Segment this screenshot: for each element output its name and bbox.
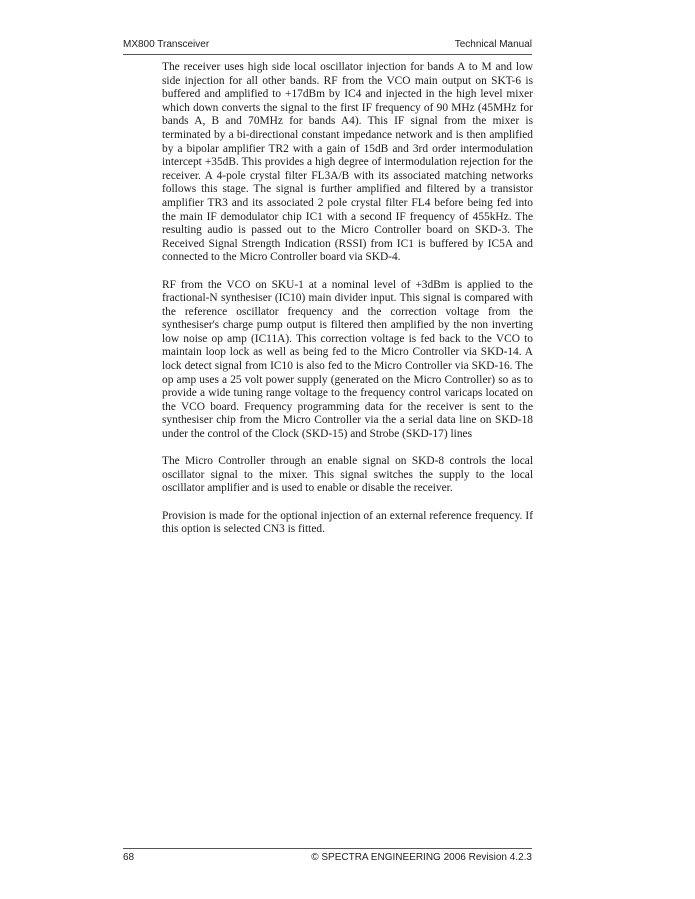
footer-page-number: 68 [123, 852, 135, 863]
paragraph-synthesiser: RF from the VCO on SKU-1 at a nominal level of +3dBm is applied to the fractional-N synthesiser (IC10) main divider input. This signal is compared with the reference oscillator frequency and the correction voltage from the synthesiser's charge pump output is filtered then amplified by the non inverting low noise op amp (IC11A). This correction voltage is fed back to the VCO to maintain loop lock as well as being fed to the Micro Controller via SKD-14. A lock detect signal from IC10 is also fed to the Micro Controller via SKD-16. The op amp uses a 25 volt power supply (generated on the Micro Controller) so as to provide a wide tuning range voltage to the frequency control varicaps located on the VCO board. Frequency programming data for the receiver is sent to the synthesiser chip from the Micro Controller via the a serial data line on SKD-18 under the control of the Clock (SKD-15) and Strobe (SKD-17) lines [162, 278, 533, 441]
paragraph-enable-signal: The Micro Controller through an enable signal on SKD-8 controls the local oscillator signal to the mixer. This signal switches the supply to the local oscillator amplifier and is used to enable or disable the receiver. [162, 455, 533, 495]
page-body [162, 61, 533, 550]
footer-copyright: © SPECTRA ENGINEERING 2006 Revision 4.2.3 [311, 852, 532, 863]
header-manual-type: Technical Manual [454, 39, 532, 50]
page-footer [123, 848, 532, 865]
paragraph-external-reference: Provision is made for the optional injection of an external reference frequency. If this option is selected CN3 is fitted. [162, 509, 533, 536]
page-header [123, 38, 532, 55]
header-document-title: MX800 Transceiver [123, 39, 210, 50]
paragraph-receiver-injection: The receiver uses high side local oscillator injection for bands A to M and low side injection for all other bands. RF from the VCO main output on SKT-6 is buffered and amplified to +17dBm by IC4 and injected in the high level mixer which down converts the signal to the first IF frequency of 90 MHz (45MHz for bands A, B and 70MHz for bands A4). This IF signal from the mixer is terminated by a bi-directional constant impedance network and is then amplified by a bipolar amplifier TR2 with a gain of 15dB and 3rd order intermodulation intercept +35dB. This provides a high degree of intermodulation rejection for the receiver. A 4-pole crystal filter FL3A/B with its associated matching networks follows this stage. The signal is further amplified and filtered by a transistor amplifier TR3 and its associated 2 pole crystal filter FL4 before being fed into the main IF demodulator chip IC1 with a second IF frequency of 455kHz. The resulting audio is passed out to the Micro Controller board on SKD-3. The Received Signal Strength Indication (RSSI) from IC1 is buffered by IC5A and connected to the Micro Controller board via SKD-4. [162, 61, 533, 264]
